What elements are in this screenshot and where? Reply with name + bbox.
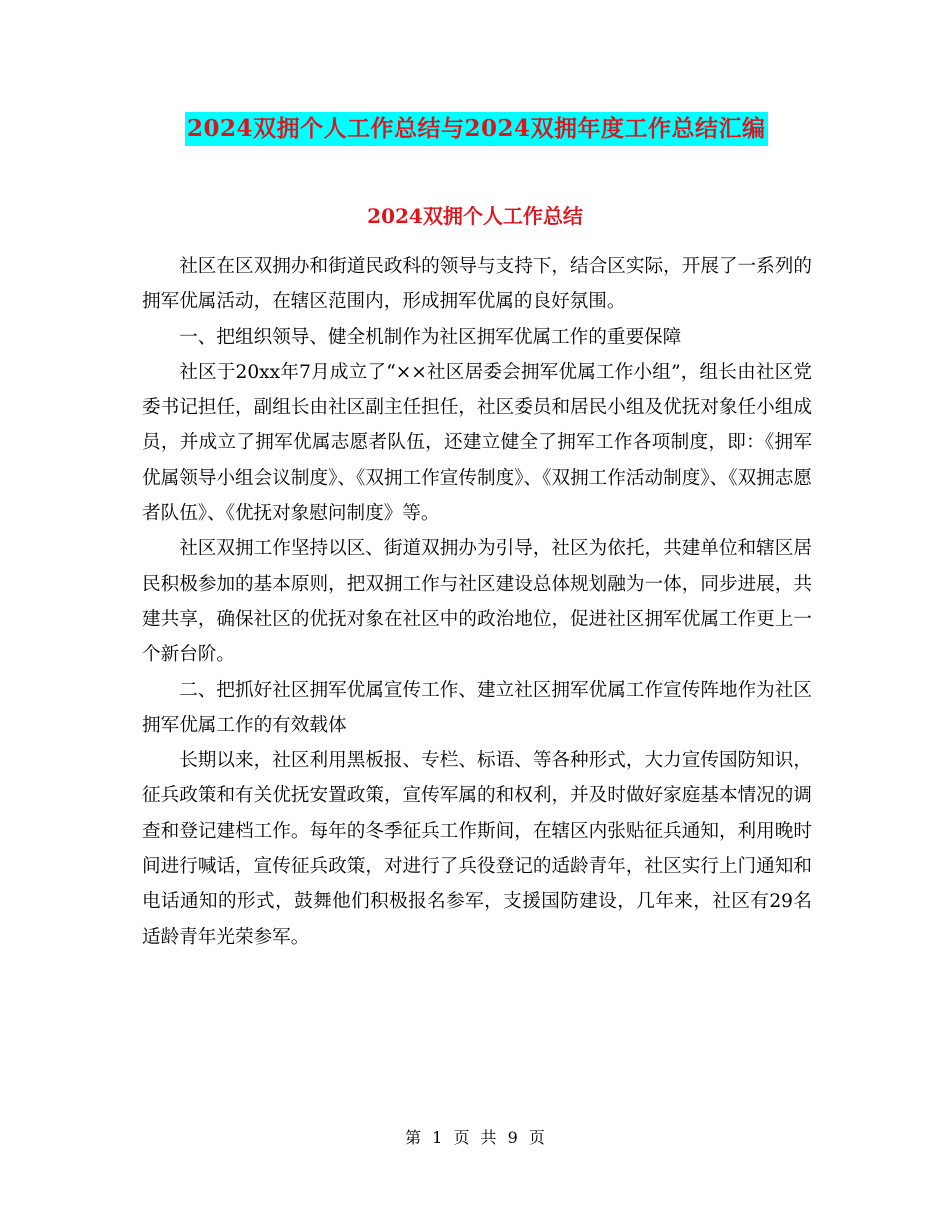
- document-main-title: 2024双拥个人工作总结与2024双拥年度工作总结汇编: [185, 112, 768, 146]
- page-footer: 第 1 页 共 9 页: [405, 1128, 545, 1147]
- document-body: [142, 249, 812, 955]
- paragraph: 社区于20xx年7月成立了“××社区居委会拥军优属工作小组”，组长由社区党委书记担任，副组长由社区副主任担任，社区委员和居民小组及优抚对象任小组成员，并成立了拥军优属志愿者队伍，还建立健全了拥军工作各项制度，即：《拥军优属领导小组会议制度》、《双拥工作宣传制度》、《双拥工作活动制度》、《双拥志愿者队伍》、《优抚对象慰问制度》等。: [142, 361, 812, 525]
- paragraph: 社区在区双拥办和街道民政科的领导与支持下，结合区实际，开展了一系列的拥军优属活动，在辖区范围内，形成拥军优属的良好氛围。: [142, 256, 812, 313]
- section-heading: 一、把组织领导、健全机制作为社区拥军优属工作的重要保障: [179, 326, 682, 348]
- section-title: 2024双拥个人工作总结: [367, 204, 583, 228]
- paragraph: 长期以来，社区利用黑板报、专栏、标语、等各种形式，大力宣传国防知识，征兵政策和有关优抚安置政策，宣传军属的和权利，并及时做好家庭基本情况的调查和登记建档工作。每年的冬季征兵工作斯间，在辖区内张贴征兵通知，利用晚时间进行喊话，宣传征兵政策，对进行了兵役登记的适龄青年，社区实行上门通知和电话通知的形式，鼓舞他们积极报名参军，支援国防建设，几年来，社区有29名适龄青年光荣参军。: [142, 750, 812, 948]
- section-heading: 二、把抓好社区拥军优属宣传工作、建立社区拥军优属工作宣传阵地作为社区拥军优属工作的有效载体: [142, 679, 812, 736]
- paragraph: 社区双拥工作坚持以区、街道双拥办为引导，社区为依托，共建单位和辖区居民积极参加的基本原则，把双拥工作与社区建设总体规划融为一体，同步进展，共建共享，确保社区的优抚对象在社区中的政治地位，促进社区拥军优属工作更上一个新台阶。: [142, 538, 812, 666]
